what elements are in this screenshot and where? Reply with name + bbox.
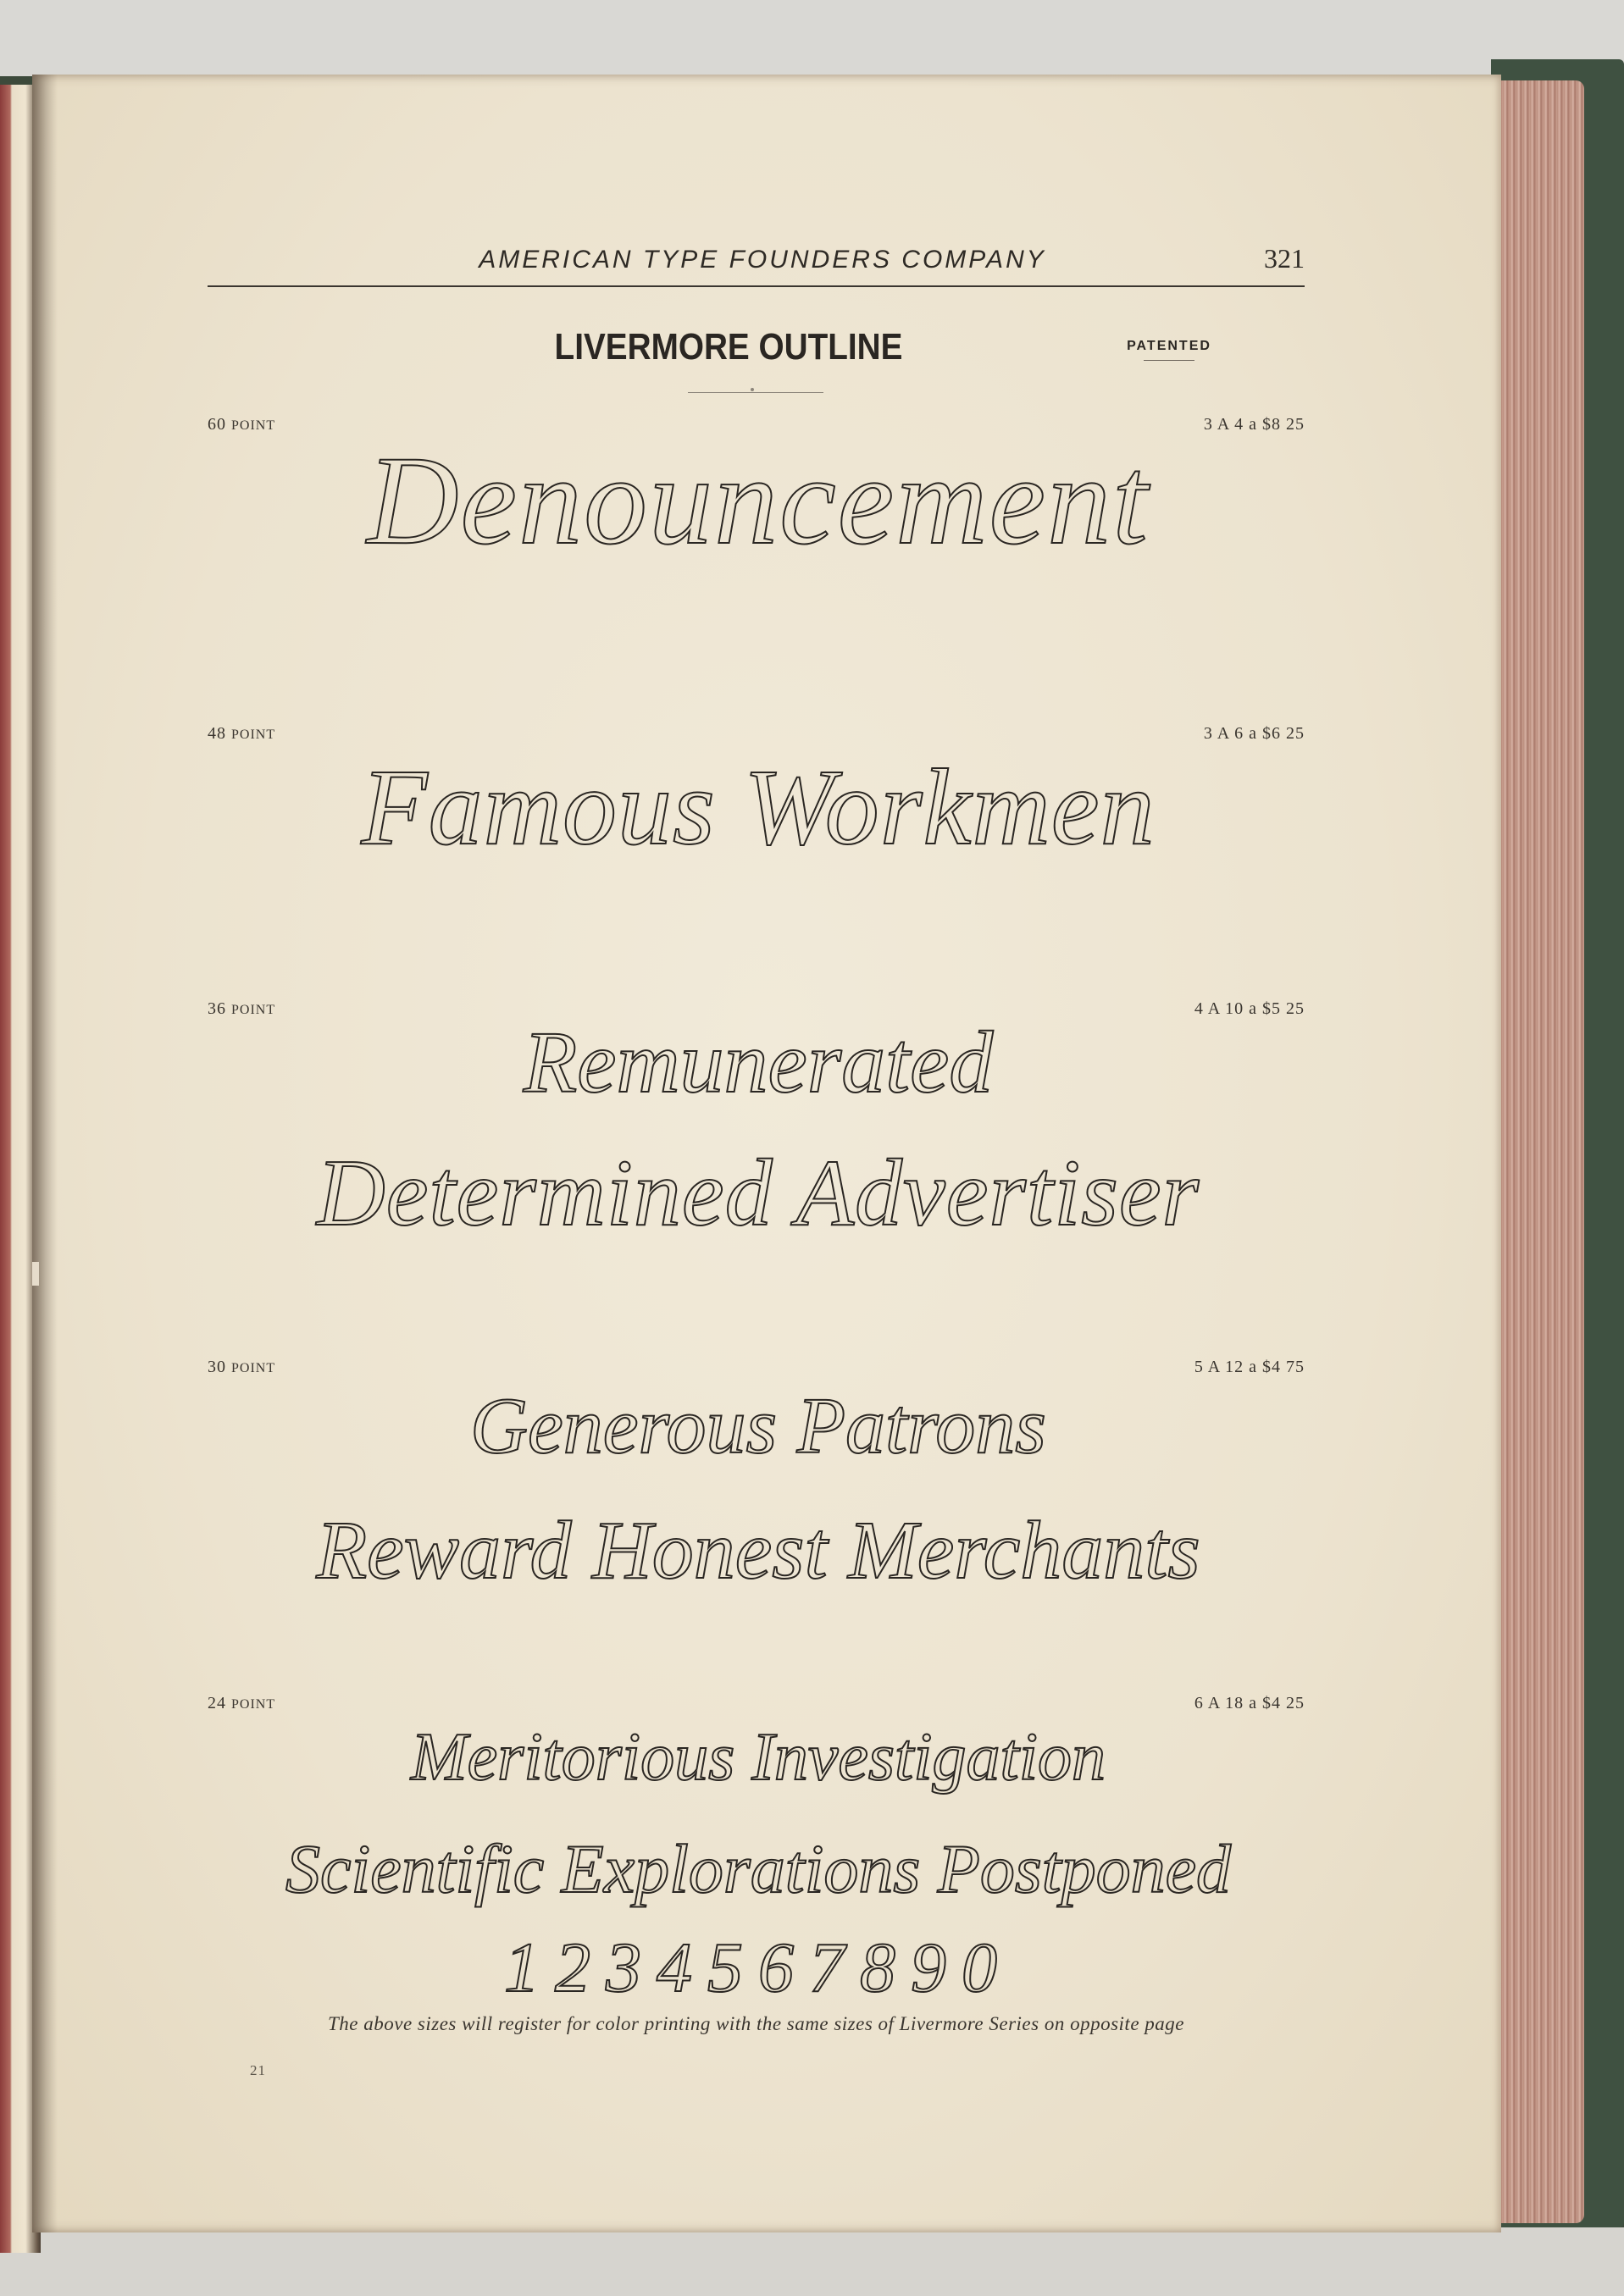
size-unit: POINT	[231, 1697, 276, 1712]
scan-background	[0, 0, 1624, 76]
size-number: 60	[208, 415, 226, 434]
specimen-line: Determined Advertiser	[316, 1141, 1200, 1246]
specimen-line: Famous Workmen	[361, 747, 1156, 867]
price-48: 3 A 6 a $6 25	[1203, 724, 1305, 743]
specimen-line: Meritorious Investigation	[411, 1720, 1106, 1795]
price-30: 5 A 12 a $4 75	[1194, 1358, 1305, 1376]
price-36: 4 A 10 a $5 25	[1194, 999, 1305, 1018]
gutter-shadow	[32, 75, 58, 2232]
size-number: 30	[208, 1358, 226, 1376]
page-number: 321	[1264, 243, 1305, 274]
specimen-line: Denouncement	[367, 430, 1150, 571]
page-title: LIVERMORE OUTLINE	[554, 326, 903, 368]
size-label-48	[208, 724, 275, 744]
size-number: 36	[208, 999, 226, 1018]
binding-stitch	[32, 1262, 39, 1286]
specimen-line: Reward Honest Merchants	[316, 1505, 1200, 1596]
size-number: 48	[208, 724, 226, 743]
specimen-line: Scientific Explorations Postponed	[285, 1830, 1231, 1907]
scan-background-bottom	[0, 2227, 1624, 2296]
header-rule	[208, 285, 1305, 287]
title-rule	[688, 392, 823, 393]
patented-label: PATENTED	[1127, 339, 1211, 353]
size-unit: POINT	[231, 1361, 276, 1375]
price-24: 6 A 18 a $4 25	[1194, 1694, 1305, 1712]
title-rule-ornament	[751, 388, 754, 391]
size-label-30	[208, 1358, 275, 1377]
specimen-line: Generous Patrons	[470, 1382, 1046, 1470]
signature-mark: 21	[250, 2062, 266, 2078]
size-unit: POINT	[231, 418, 276, 433]
price-60: 3 A 4 a $8 25	[1203, 415, 1305, 434]
specimen-figures: 1234567890	[504, 1928, 1012, 2007]
size-label-24	[208, 1694, 275, 1713]
size-number: 24	[208, 1694, 226, 1712]
size-unit: POINT	[231, 728, 276, 742]
specimen-line: Remunerated	[523, 1014, 994, 1111]
footnote: The above sizes will register for color printing with the same sizes of Livermore Series on opposite page	[328, 2013, 1184, 2034]
size-unit: POINT	[231, 1003, 276, 1017]
patented-rule	[1144, 360, 1194, 361]
running-head: AMERICAN TYPE FOUNDERS COMPANY	[479, 246, 1046, 274]
